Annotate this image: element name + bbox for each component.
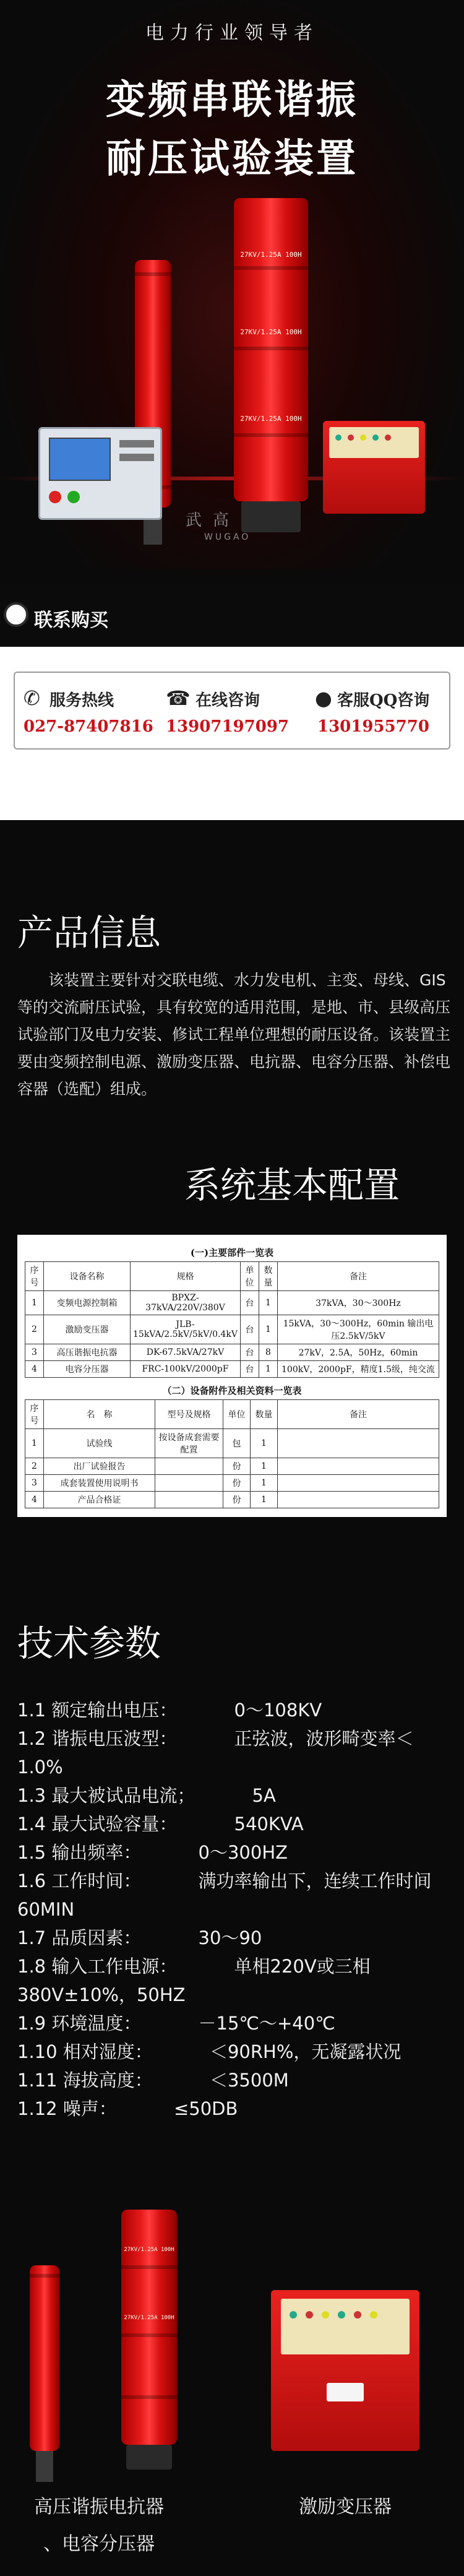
param-row: 1.10 相对湿度： ＜90RH%，无凝露状况 xyxy=(17,2041,402,2062)
table-cell: 份 xyxy=(223,1475,251,1492)
table-row xyxy=(25,1291,439,1315)
table2-caption: （二）设备附件及相关资料一览表 xyxy=(162,1385,302,1396)
bottom-small-reactor-stand xyxy=(36,2451,53,2482)
telephone-icon: ☎ xyxy=(166,686,191,710)
table-cell: 激励变压器 xyxy=(44,1315,131,1344)
reactor-label-1: 27KV/1.25A 100H xyxy=(240,251,302,259)
table-cell: 出厂试验报告 xyxy=(44,1458,155,1475)
excitation-transformer-image xyxy=(323,421,425,514)
bottom-right-caption: 激励变压器 xyxy=(299,2496,392,2518)
product-info-title: 产品信息 xyxy=(17,912,161,954)
reactor-base xyxy=(241,501,301,532)
table-cell: 1 xyxy=(259,1315,277,1344)
table1-caption: (一)主要部件一览表 xyxy=(190,1247,274,1258)
table-cell: 台 xyxy=(240,1291,259,1315)
bottom-small-reactor-image xyxy=(30,2265,59,2451)
param-row: 1.5 输出频率： 0～300HZ xyxy=(17,1842,288,1863)
contact-label: 在线咨询 xyxy=(195,691,260,710)
table-cell: 8 xyxy=(259,1344,277,1361)
table-cell: 台 xyxy=(240,1344,259,1361)
config-tables xyxy=(17,1235,447,1517)
table-cell: 电容分压器 xyxy=(44,1361,131,1378)
bottom-large-reactor-image xyxy=(121,2210,177,2445)
table-cell: 成套装置使用说明书 xyxy=(44,1475,155,1492)
contact-label: 服务热线 xyxy=(49,691,114,710)
table-cell: 份 xyxy=(223,1458,251,1475)
contact-item-hotline[interactable] xyxy=(15,673,157,751)
table-cell: 包 xyxy=(223,1429,251,1458)
param-row: 1.3 最大被试品电流； 5A xyxy=(17,1785,276,1806)
table1-header: 序号 xyxy=(25,1262,44,1291)
main-components-table xyxy=(25,1261,439,1378)
table-cell: 1 xyxy=(251,1458,278,1475)
hero-title-line1: 变频串联谐振 xyxy=(106,77,358,123)
bottom-excitation-transformer-image xyxy=(271,2290,419,2451)
table2-header: 单位 xyxy=(223,1400,251,1429)
table-cell: 2 xyxy=(25,1315,44,1344)
bottom-left-caption-2: 、电容分压器 xyxy=(43,2533,155,2555)
param-row: 1.11 海拔高度： ＜3500M xyxy=(17,2070,289,2091)
hero-banner xyxy=(0,0,464,569)
table-cell: 27kV，2.5A，50Hz，60min xyxy=(277,1344,439,1361)
contact-item-online[interactable] xyxy=(157,673,309,751)
table-cell: 台 xyxy=(240,1361,259,1378)
config-title: 系统基本配置 xyxy=(184,1164,400,1206)
table-cell: 1 xyxy=(251,1429,278,1458)
table-cell: 1 xyxy=(251,1492,278,1508)
hero-tagline: 电力行业领导者 xyxy=(145,22,319,44)
table-row xyxy=(25,1475,439,1492)
param-row: 1.4 最大试验容量： 540KVA xyxy=(17,1813,304,1835)
table-cell: 3 xyxy=(25,1344,44,1361)
table-cell: 100kV，2000pF，精度1.5级，纯交流 xyxy=(277,1361,439,1378)
table-cell: JLB-15kVA/2.5kV/5kV/0.4kV xyxy=(131,1315,241,1344)
table-cell: 变频电源控制箱 xyxy=(44,1291,131,1315)
table-row xyxy=(25,1429,439,1458)
table2-header: 数量 xyxy=(251,1400,278,1429)
table-cell xyxy=(278,1475,439,1492)
table-cell: 高压谐振电抗器 xyxy=(44,1344,131,1361)
table-cell: BPXZ-37kVA/220V/380V xyxy=(131,1291,241,1315)
table1-header: 单位 xyxy=(240,1262,259,1291)
table-row xyxy=(25,1458,439,1475)
hero-title-line2: 耐压试验装置 xyxy=(106,136,358,182)
table-cell: 1 xyxy=(259,1361,277,1378)
bottom-left-caption-1: 高压谐振电抗器 xyxy=(34,2496,164,2518)
bottom-reactor-base xyxy=(126,2445,172,2470)
tech-params-title: 技术参数 xyxy=(17,1622,161,1664)
table-cell: FRC-100kV/2000pF xyxy=(131,1361,241,1378)
qq-penguin-icon: ● xyxy=(315,686,332,710)
table1-header: 数量 xyxy=(259,1262,277,1291)
table-cell: 份 xyxy=(223,1492,251,1508)
table-cell xyxy=(278,1429,439,1458)
table-cell: 台 xyxy=(240,1315,259,1344)
table1-header: 规格 xyxy=(131,1262,241,1291)
table2-header: 型号及规格 xyxy=(155,1400,223,1429)
param-row: 1.8 输入工作电源： 单相220V或三相380V±10%，50HZ xyxy=(17,1956,371,2005)
contact-item-qq[interactable] xyxy=(309,673,451,751)
table-cell: 1 xyxy=(25,1291,44,1315)
large-reactor-stack-image xyxy=(234,198,308,501)
param-row: 1.7 品质因素： 30～90 xyxy=(17,1927,262,1948)
table2-header: 备注 xyxy=(278,1400,439,1429)
table-cell xyxy=(155,1475,223,1492)
contact-header xyxy=(0,585,464,647)
table-row xyxy=(25,1361,439,1378)
table2-header: 序号 xyxy=(25,1400,44,1429)
param-row: 1.6 工作时间： 满功率输出下，连续工作时间60MIN xyxy=(17,1870,432,1920)
accessories-table xyxy=(25,1399,439,1508)
tech-params-list xyxy=(17,1696,450,2123)
reactor-label-2: 27KV/1.25A 100H xyxy=(240,328,302,336)
contact-value: 027-87407816 xyxy=(24,717,153,736)
table-cell: 37kVA，30～300Hz xyxy=(277,1291,439,1315)
contact-value: 13907197097 xyxy=(166,717,289,736)
contact-value: 1301955770 xyxy=(317,717,429,736)
table1-header: 备注 xyxy=(277,1262,439,1291)
table-cell: 2 xyxy=(25,1458,44,1475)
table-cell: 4 xyxy=(25,1361,44,1378)
table-cell: 1 xyxy=(251,1475,278,1492)
table2-header: 名 称 xyxy=(44,1400,155,1429)
param-row: 1.9 环境温度： －15℃～+40℃ xyxy=(17,2013,335,2034)
phone-handset-icon: ✆ xyxy=(24,686,40,710)
table-row xyxy=(25,1344,439,1361)
bottom-reactor-label: 27KV/1.25A 100H xyxy=(124,2315,174,2321)
brand-watermark: 武高 xyxy=(186,511,241,530)
table-cell xyxy=(278,1492,439,1508)
table-cell: 1 xyxy=(259,1291,277,1315)
table-cell xyxy=(155,1492,223,1508)
table-cell xyxy=(278,1458,439,1475)
table-cell: 试验线 xyxy=(44,1429,155,1458)
table-cell: 按设备成套需要配置 xyxy=(155,1429,223,1458)
control-console-image xyxy=(38,427,162,520)
table-cell: 4 xyxy=(25,1492,44,1508)
reactor-label-3: 27KV/1.25A 100H xyxy=(240,415,302,423)
param-row: 1.1 额定输出电压： 0～108KV xyxy=(17,1700,322,1721)
contact-section xyxy=(0,585,464,820)
table-cell: 3 xyxy=(25,1475,44,1492)
bottom-reactor-label: 27KV/1.25A 100H xyxy=(124,2247,174,2253)
table-row xyxy=(25,1492,439,1508)
table-cell xyxy=(155,1458,223,1475)
table-cell: 15kVA，30～300Hz，60min 输出电压2.5kV/5kV xyxy=(277,1315,439,1344)
phone-circle-icon xyxy=(4,602,28,627)
table-row xyxy=(25,1315,439,1344)
contact-box xyxy=(14,672,450,750)
brand-watermark-sub: WUGAO xyxy=(204,532,251,542)
product-info-paragraph: 该装置主要针对交联电缆、水力发电机、主变、母线、GIS等的交流耐压试验，具有较宽的适用范围，是地、市、县级高压试验部门及电力安装、修试工程单位理想的耐压设备。该装置主要由变频控制电源、激励变压器、电抗器、电容分压器、补偿电容器（选配）组成。 xyxy=(17,971,451,1098)
param-row: 1.2 谐振电压波型： 正弦波，波形畸变率＜1.0% xyxy=(17,1728,414,1778)
contact-label: 客服QQ咨询 xyxy=(337,691,430,710)
table-cell: 1 xyxy=(25,1429,44,1458)
table-cell: DK-67.5kVA/27kV xyxy=(131,1344,241,1361)
table-cell: 产品合格证 xyxy=(44,1492,155,1508)
param-row: 1.12 噪声： ≤50DB xyxy=(17,2098,238,2119)
contact-title: 联系购买 xyxy=(34,610,108,631)
table1-header: 设备名称 xyxy=(44,1262,131,1291)
